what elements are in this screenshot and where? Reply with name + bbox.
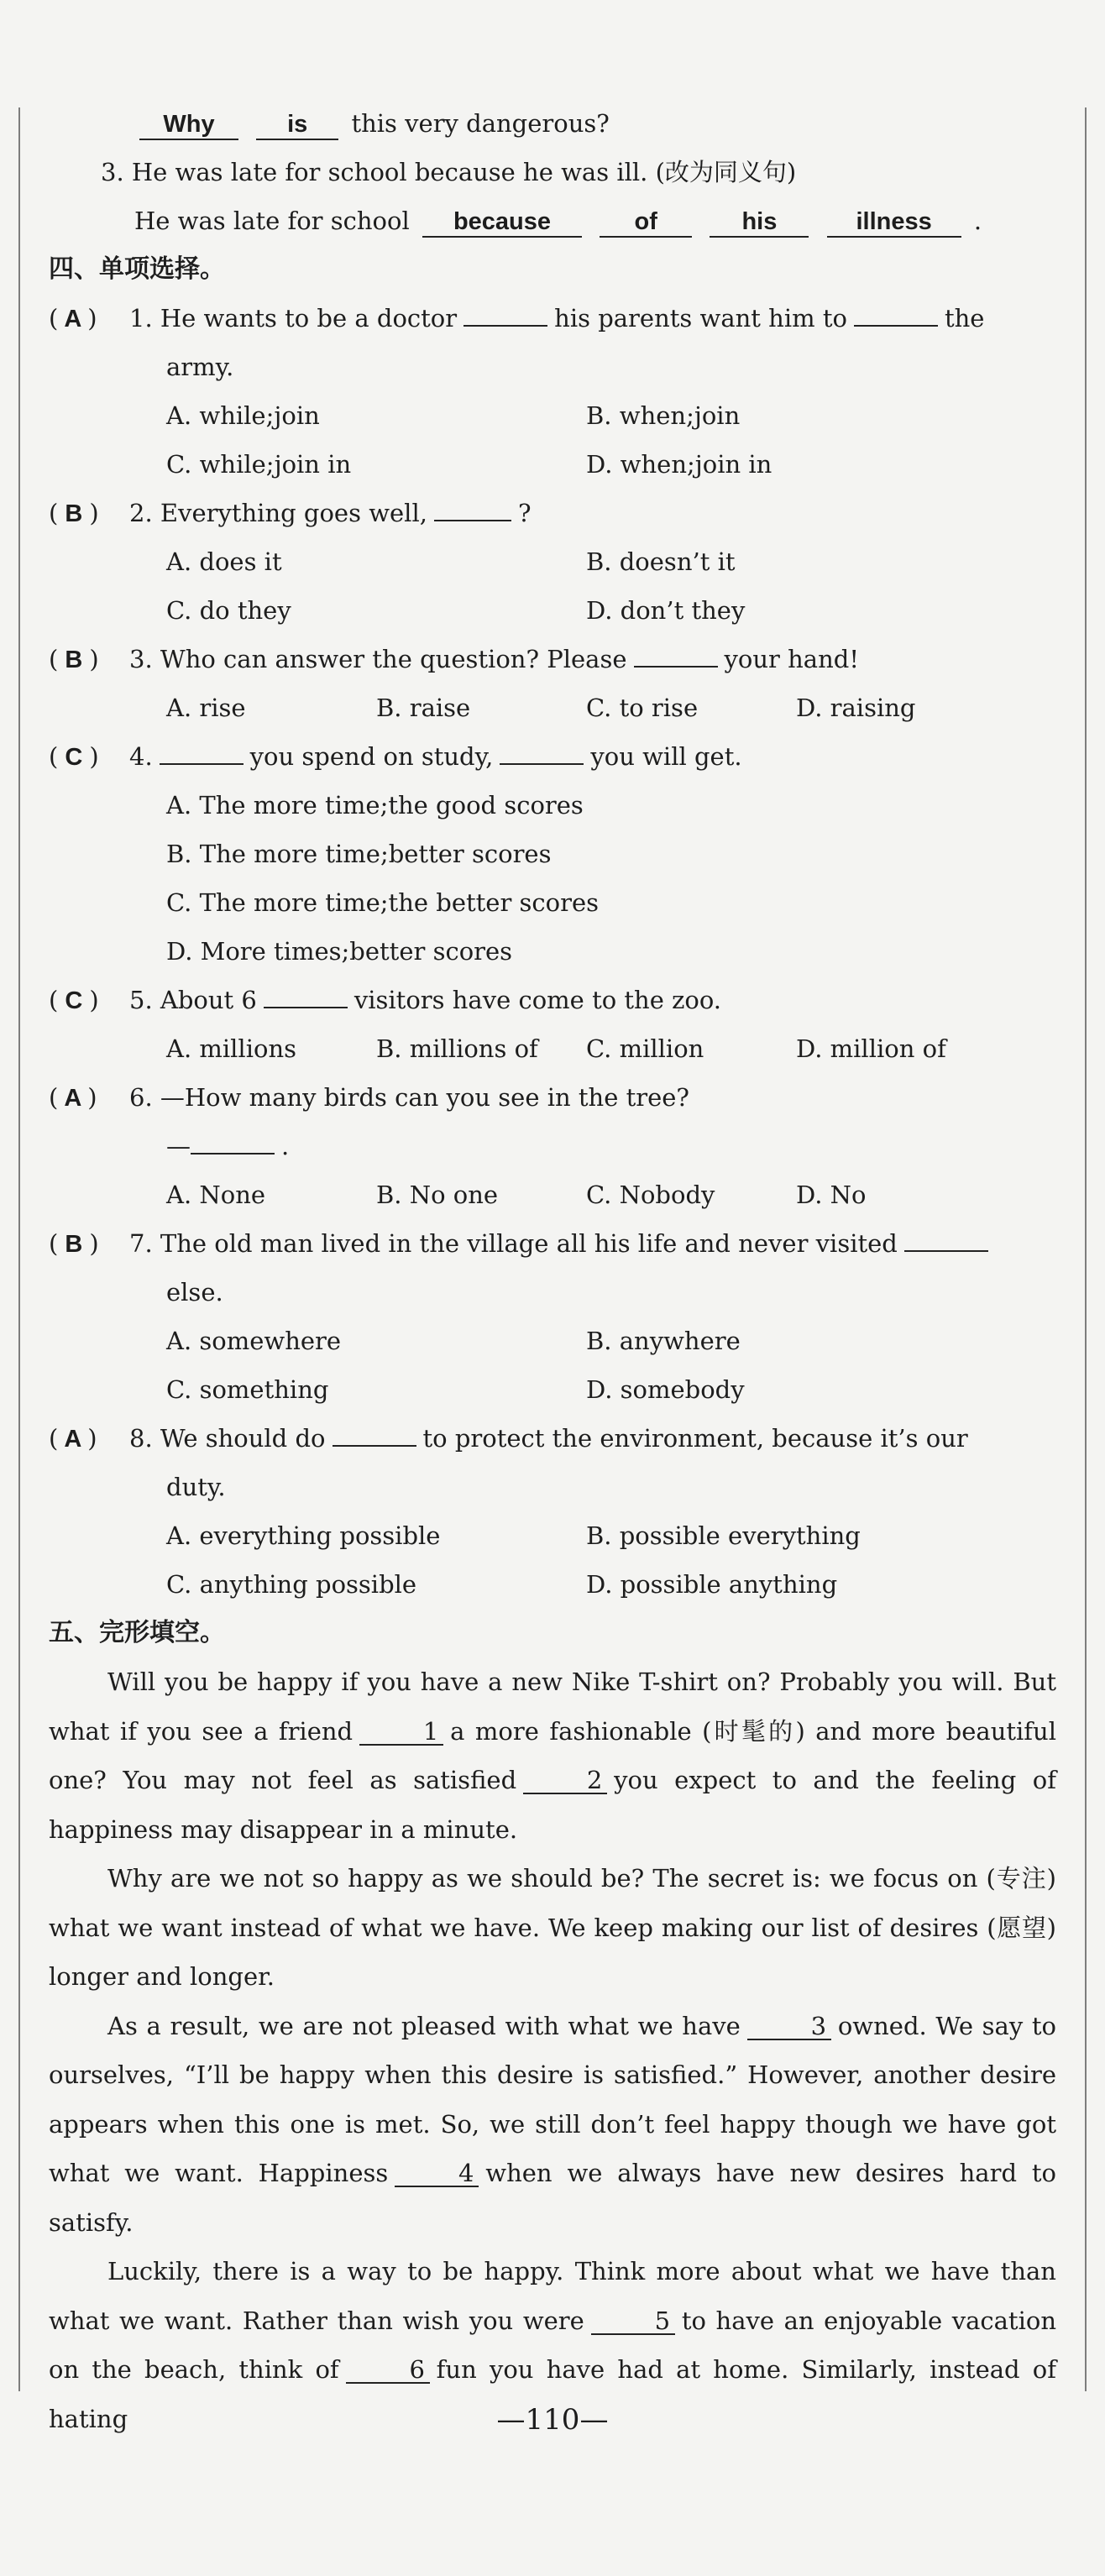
q8-continuation: duty.	[166, 1473, 226, 1501]
q1-text-c: the	[944, 304, 985, 332]
mc-question-6	[49, 1073, 1056, 1122]
option: D. somebody	[586, 1375, 745, 1404]
q1-text: 1. He wants to be a doctor	[129, 304, 458, 332]
page-content	[49, 99, 1056, 2443]
page-number: —110—	[496, 2403, 609, 2437]
passage-paragraph-4: Luckily, there is a way to be happy. Think more about what we have than what we want. Rather than wish you were 5 to have an enjoyable vacation on the beach, think of 6 fun you have had at home. Similarly, instead of hating	[49, 2257, 1056, 2433]
mc-question-2	[49, 489, 1056, 537]
rewrite-line-2	[49, 99, 1056, 148]
q5-options	[49, 1024, 1056, 1073]
q2-tail: ?	[517, 499, 532, 527]
option: B. The more time;better scores	[166, 840, 552, 868]
mc-question-1	[49, 294, 1056, 343]
q3-options	[49, 683, 1056, 732]
answer-choice: ( B )	[49, 645, 99, 673]
q3-end: .	[973, 207, 982, 235]
question-3-answer-line	[49, 196, 1056, 245]
option: C. to rise	[586, 694, 699, 722]
question-3-prompt: 3. He was late for school because he was ill. (改为同义句)	[101, 158, 797, 186]
option: B. raise	[376, 694, 471, 722]
q4-text: 4.	[129, 742, 153, 771]
cloze-blank-5: 5	[591, 2308, 675, 2335]
option: C. do they	[166, 596, 291, 625]
option: C. anything possible	[166, 1570, 417, 1599]
q1-text-b: his parents want him to	[554, 304, 847, 332]
cloze-blank-1: 1	[359, 1719, 443, 1746]
passage-paragraph-3: As a result, we are not pleased with what we have 3 owned. We say to ourselves, “I’ll be happy when this desire is satisfied.” However, another desire appears when this one is met. So, we still don’t feel happy though we have got what we want. Happiness 4 when we always have new desires hard to satisfy.	[49, 2011, 1056, 2237]
blank	[264, 985, 348, 1008]
option: A. everything possible	[166, 1521, 441, 1550]
option: B. millions of	[376, 1034, 538, 1063]
answer-choice: ( A )	[49, 1083, 97, 1112]
answer-choice: ( A )	[49, 1424, 97, 1453]
option: A. millions	[166, 1034, 296, 1063]
section-5-heading: 五、完形填空。	[49, 1618, 225, 1647]
option: D. million of	[796, 1034, 946, 1063]
option: C. while;join in	[166, 450, 352, 479]
answer-choice: ( C )	[49, 742, 99, 771]
option: A. does it	[166, 547, 282, 576]
q3-lead: He was late for school	[134, 207, 410, 235]
option: D. raising	[796, 694, 916, 722]
q5-tail: visitors have come to the zoo.	[353, 986, 722, 1014]
q6-text: 6. —How many birds can you see in the tree?	[129, 1083, 689, 1112]
answer-choice: ( B )	[49, 1229, 99, 1258]
option: B. anywhere	[586, 1327, 741, 1355]
cloze-passage	[49, 1657, 1056, 2443]
option: D. don’t they	[586, 596, 746, 625]
q2-options-row-2	[49, 586, 1056, 635]
cloze-blank-2: 2	[523, 1767, 607, 1794]
mc-question-4	[49, 732, 1056, 781]
mc-question-8	[49, 1414, 1056, 1463]
blank	[500, 741, 584, 765]
q2-text: 2. Everything goes well,	[129, 499, 427, 527]
q1-continuation: army.	[166, 353, 234, 381]
q6-options	[49, 1170, 1056, 1219]
option: B. No one	[376, 1181, 499, 1209]
left-margin-line	[18, 107, 20, 2391]
q1-options-row-1	[49, 391, 1056, 440]
option: D. when;join in	[586, 450, 772, 479]
answer-is: is	[256, 110, 338, 140]
option: A. None	[166, 1181, 266, 1209]
answer-why: Why	[139, 110, 238, 140]
option: B. doesn’t it	[586, 547, 736, 576]
q8-options-row-1	[49, 1511, 1056, 1560]
section-4-heading: 四、单项选择。	[49, 254, 225, 284]
mc-question-5	[49, 976, 1056, 1024]
answer-choice: ( C )	[49, 986, 99, 1014]
q4-text-b: you spend on study,	[249, 742, 494, 771]
answer-choice: ( A )	[49, 304, 97, 332]
blank	[333, 1423, 416, 1447]
rewrite-tail: this very dangerous?	[351, 109, 610, 138]
blank	[904, 1228, 988, 1252]
blank	[160, 741, 244, 765]
q7-options-row-2	[49, 1365, 1056, 1414]
q3-tail: your hand!	[724, 645, 859, 673]
q8-options-row-2	[49, 1560, 1056, 1609]
answer-his: his	[710, 207, 809, 238]
right-margin-line	[1085, 107, 1087, 2391]
blank	[634, 644, 718, 668]
option: A. The more time;the good scores	[166, 791, 584, 819]
option: C. The more time;the better scores	[166, 888, 600, 917]
q7-options-row-1	[49, 1317, 1056, 1365]
blank	[854, 303, 938, 327]
option: A. rise	[166, 694, 246, 722]
answer-illness: illness	[827, 207, 961, 238]
q8-text: 8. We should do	[129, 1424, 326, 1453]
blank	[191, 1131, 275, 1154]
cloze-blank-4: 4	[395, 2160, 479, 2187]
q6-response-line: — .	[166, 1132, 290, 1160]
q1-options-row-2	[49, 440, 1056, 489]
cloze-blank-6: 6	[346, 2357, 430, 2384]
mc-question-7	[49, 1219, 1056, 1268]
q7-text: 7. The old man lived in the village all his life and never visited	[129, 1229, 898, 1258]
option: D. More times;better scores	[166, 937, 513, 966]
option: A. somewhere	[166, 1327, 342, 1355]
q4-text-c: you will get.	[590, 742, 742, 771]
blank	[463, 303, 547, 327]
cloze-blank-3: 3	[747, 2013, 831, 2040]
mc-question-3	[49, 635, 1056, 683]
q3-text: 3. Who can answer the question? Please	[129, 645, 627, 673]
q7-continuation: else.	[166, 1278, 223, 1306]
option: D. possible anything	[586, 1570, 838, 1599]
option: B. possible everything	[586, 1521, 861, 1550]
option: C. something	[166, 1375, 329, 1404]
option: C. million	[586, 1034, 704, 1063]
option: B. when;join	[586, 401, 741, 430]
answer-of: of	[600, 207, 692, 238]
q5-text: 5. About 6	[129, 986, 257, 1014]
q2-options-row-1	[49, 537, 1056, 586]
option: A. while;join	[166, 401, 320, 430]
passage-paragraph-1: Will you be happy if you have a new Nike T-shirt on? Probably you will. But what if you see a friend 1 a more fashionable (时髦的) and more beautiful one? You may not feel as satisfied 2 you expect to and the feeling of happiness may disappear in a minute.	[49, 1668, 1056, 1844]
answer-choice: ( B )	[49, 499, 99, 527]
option: D. No	[796, 1181, 867, 1209]
blank	[434, 498, 511, 521]
passage-paragraph-2: Why are we not so happy as we should be? The secret is: we focus on (专注) what we want instead of what we have. We keep making our list of desires (愿望) longer and longer.	[49, 1864, 1056, 1991]
option: C. Nobody	[586, 1181, 715, 1209]
answer-because: because	[422, 207, 582, 238]
q8-tail: to protect the environment, because it’s our	[422, 1424, 968, 1453]
dash: —	[166, 1132, 191, 1160]
